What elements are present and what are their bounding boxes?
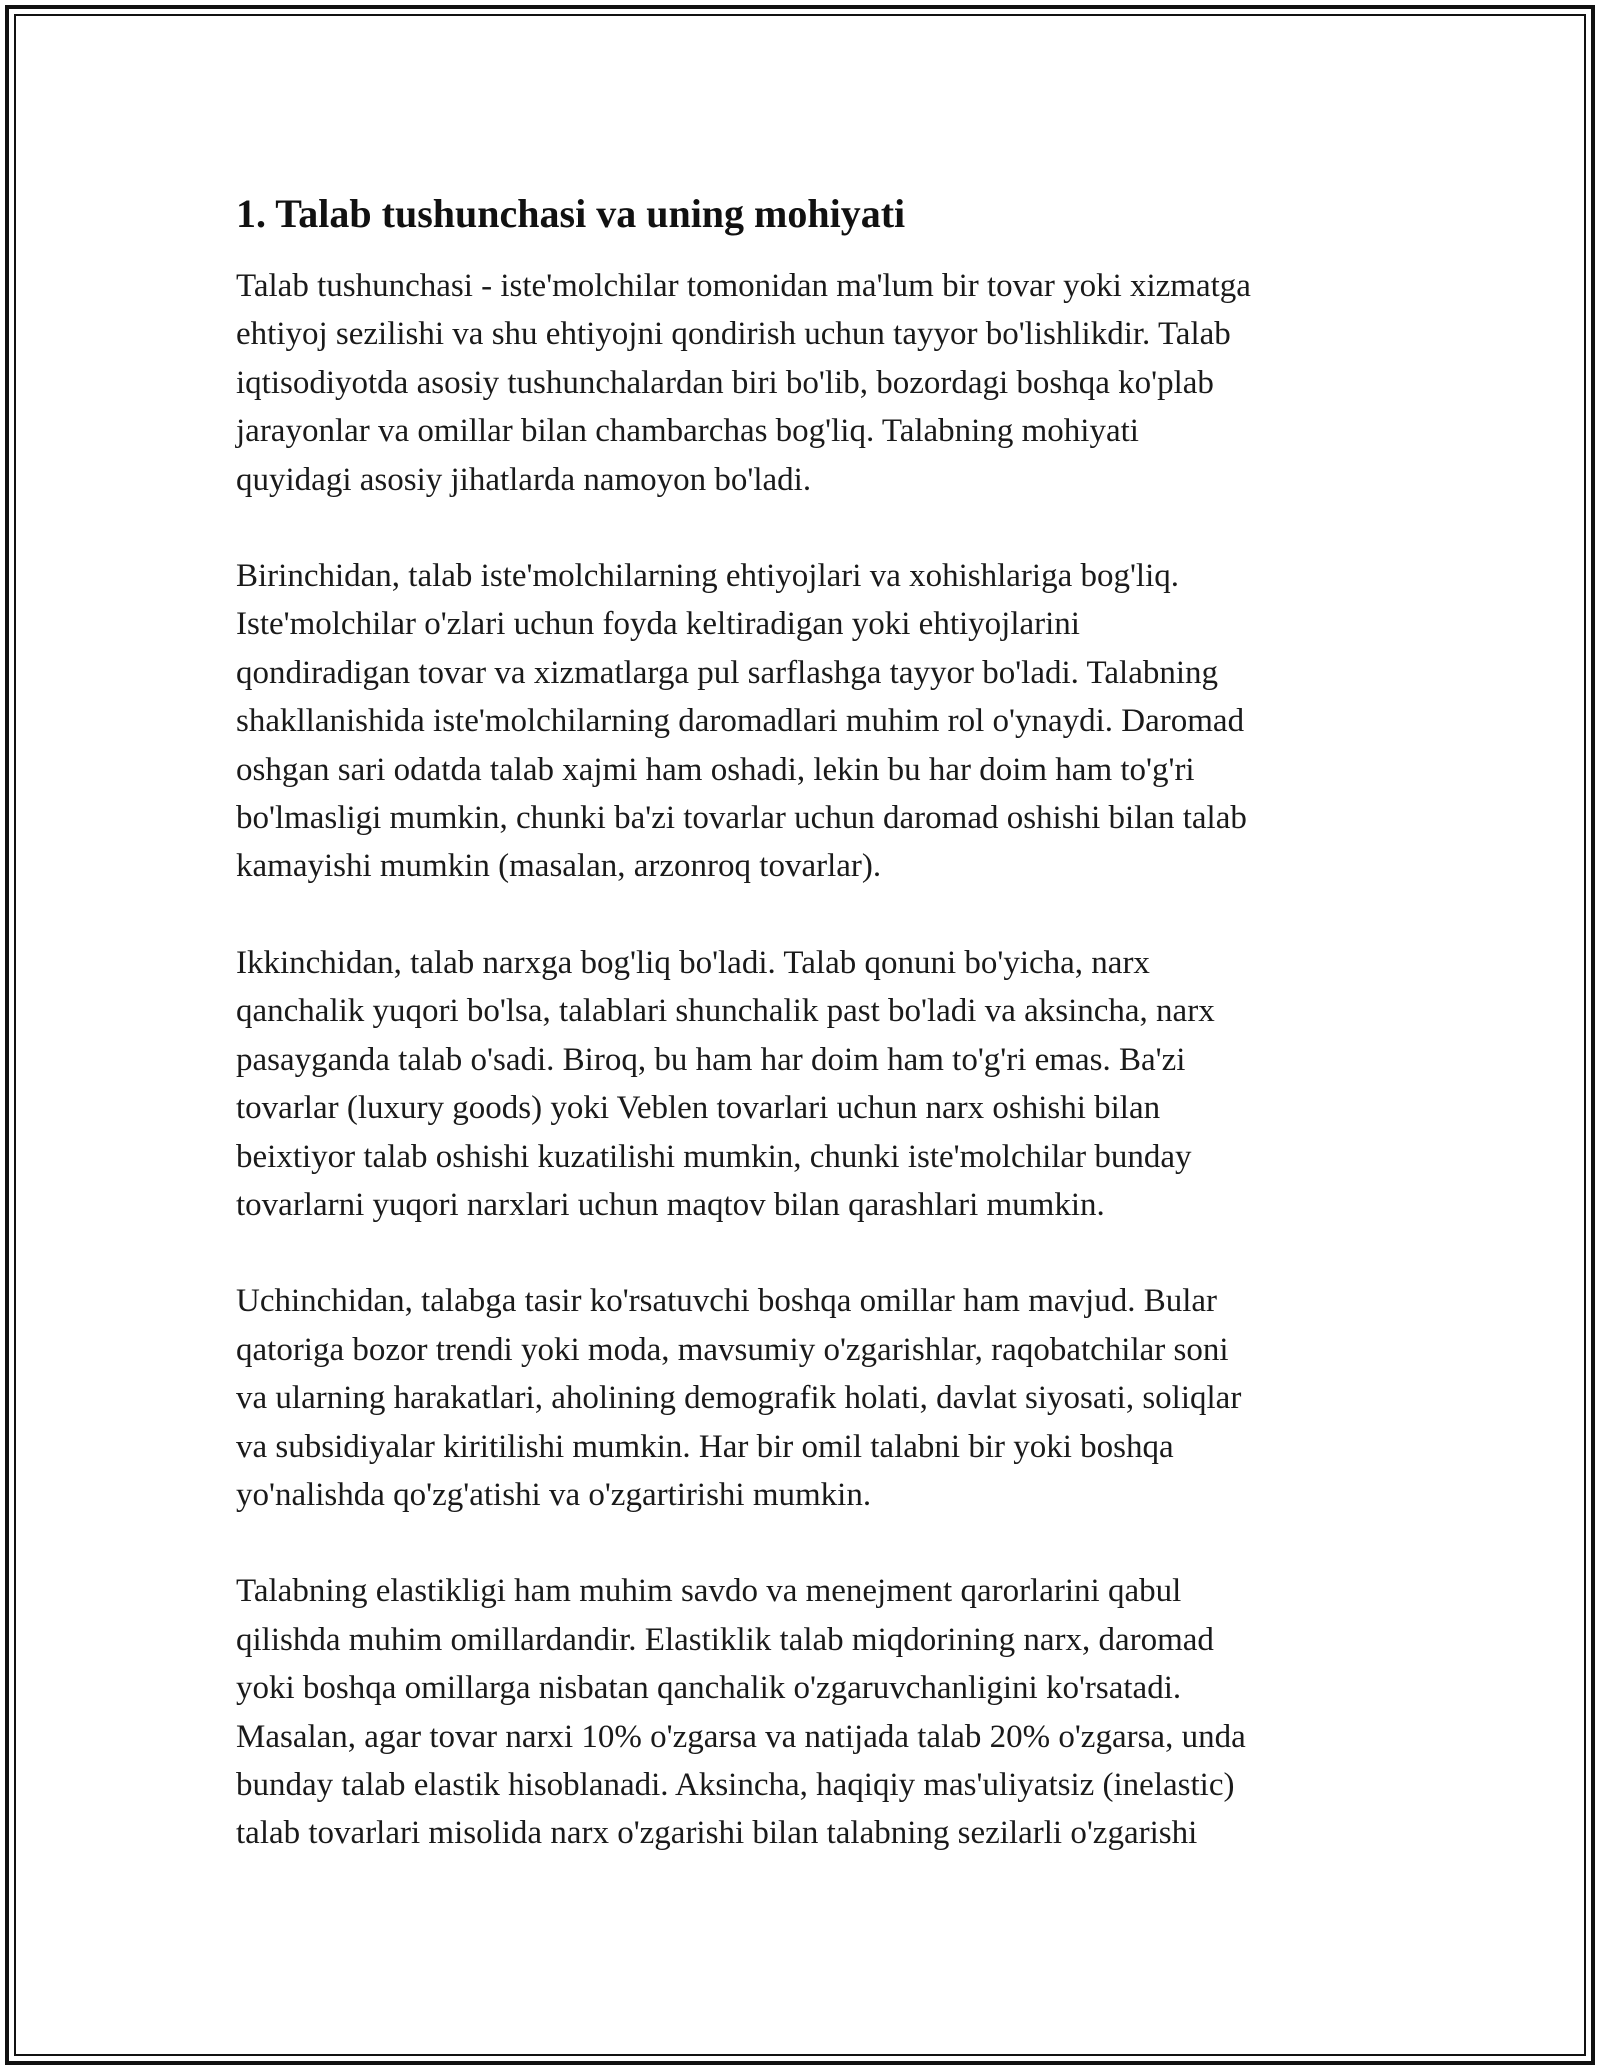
text-line: bunday talab elastik hisoblanadi. Aksincha, haqiqiy mas'uliyatsiz (inelastic) [236,1766,1235,1803]
text-line: qatoriga bozor trendi yoki moda, mavsumiy o'zgarishlar, raqobatchilar soni [236,1331,1229,1368]
text-line: oshgan sari odatda talab xajmi ham oshadi, lekin bu har doim ham to'g'ri [236,751,1195,788]
document-body [236,188,1386,1906]
text-line: yo'nalishda qo'zg'atishi va o'zgartirishi mumkin. [236,1476,872,1513]
text-line: Birinchidan, talab iste'molchilarning ehtiyojlari va xohishlariga bog'liq. [236,558,1180,595]
text-line: quyidagi asosiy jihatlarda namoyon bo'ladi. [236,461,812,498]
text-line: talab tovarlari misolida narx o'zgarishi bilan talabning sezilarli o'zgarishi [236,1815,1198,1852]
text-line: tovarlarni yuqori narxlari uchun maqtov bilan qarashlari mumkin. [236,1186,1105,1223]
text-line: ehtiyoj sezilishi va shu ehtiyojni qondirish uchun tayyor bo'lishlikdir. Talab [236,316,1231,353]
text-line: va subsidiyalar kiritilishi mumkin. Har bir omil talabni bir yoki boshqa [236,1428,1174,1465]
text-line: yoki boshqa omillarga nisbatan qanchalik o'zgaruvchanligini ko'rsatadi. [236,1670,1182,1707]
text-line: shakllanishida iste'molchilarning daromadlari muhim rol o'ynaydi. Daromad [236,703,1245,740]
text-line: jarayonlar va omillar bilan chambarchas bog'liq. Talabning mohiyati [236,413,1139,450]
text-line: qilishda muhim omillardandir. Elastiklik talab miqdorining narx, daromad [236,1621,1214,1658]
text-line: kamayishi mumkin (masalan, arzonroq tovarlar). [236,848,882,885]
text-line: va ularning harakatlari, aholining demografik holati, davlat siyosati, soliqlar [236,1380,1242,1417]
paragraph-first [236,552,1386,891]
paragraph-elasticity [236,1567,1386,1857]
paragraph-third [236,1277,1386,1519]
paragraph-definition [236,262,1386,504]
text-line: tovarlar (luxury goods) yoki Veblen tovarlari uchun narx oshishi bilan [236,1090,1161,1127]
text-line: bo'lmasligi mumkin, chunki ba'zi tovarlar uchun daromad oshishi bilan talab [236,800,1247,837]
text-line: beixtiyor talab oshishi kuzatilishi mumkin, chunki iste'molchilar bunday [236,1138,1192,1175]
text-line: iqtisodiyotda asosiy tushunchalardan biri bo'lib, bozordagi boshqa ko'plab [236,364,1214,401]
text-line: Talabning elastikligi ham muhim savdo va menejment qarorlarini qabul [236,1573,1182,1610]
text-line: Uchinchidan, talabga tasir ko'rsatuvchi boshqa omillar ham mavjud. Bular [236,1283,1218,1320]
text-line: Talab tushunchasi - iste'molchilar tomonidan ma'lum bir tovar yoki xizmatga [236,268,1251,304]
paragraph-second [236,939,1386,1229]
text-line: qanchalik yuqori bo'lsa, talablari shunchalik past bo'ladi va aksincha, narx [236,993,1215,1030]
text-line: Ikkinchidan, talab narxga bog'liq bo'ladi. Talab qonuni bo'yicha, narx [236,944,1150,981]
text-line: pasayganda talab o'sadi. Biroq, bu ham har doim ham to'g'ri emas. Ba'zi [236,1041,1186,1078]
text-line: Iste'molchilar o'zlari uchun foyda keltiradigan yoki ehtiyojlarini [236,606,1080,643]
text-line: qondiradigan tovar va xizmatlarga pul sarflashga tayyor bo'ladi. Talabning [236,654,1219,691]
section-title: 1. Talab tushunchasi va uning mohiyati [236,191,906,236]
text-line: Masalan, agar tovar narxi 10% o'zgarsa va natijada talab 20% o'zgarsa, unda [236,1718,1246,1755]
